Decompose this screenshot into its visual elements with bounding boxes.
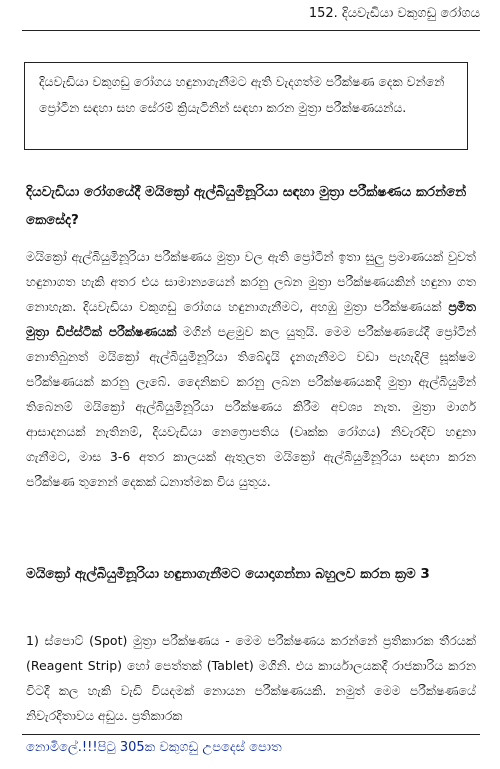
footer-divider — [22, 734, 480, 735]
emphasis-dipstick-test: ප්‍රමිත මුත්‍රා ඩිප්ස්ටික් පරීක්ෂණයක් — [26, 299, 476, 339]
paragraph-text: මයික්‍රෝ ඇල්බියුමිනූරියා පරීක්ෂණය මුත්‍රා වල ඇති ප්‍රෝටීන් ඉතා සුලු ප්‍රමාණයක් වුවත් හඳුනාගත හැකි අතර එය සාමාන්‍යයෙන් කරනු ලබන මුත්‍රා පරීක්ෂණයකින් හඳුනා ගත නොහැක. දියවැඩියා වකුගඩු රෝගය හඳුනාගැනීමට, අහඹු මුත්‍රා පරීක්ෂණයක් — [26, 249, 476, 314]
section-heading-how-to-test: දියවැඩියා රෝගයේදී මයික්‍රෝ ඇල්බියුමිනූරියා සඳහා මුත්‍රා පරීක්ෂණය කරන්නේ කෙසේද? — [26, 184, 467, 228]
paragraph-text-continued: මගින් පළමුව කල යුතුයි. මෙම පරීක්ෂණයේදී ප්‍රෝටීන් නොතිබුනත් මයික්‍රෝ ඇල්බියුමිනූරියා තිබේදැයි දැනගැනීමට වඩා පැහැදිලි සූක්ෂම පරීක්ෂණයක් කරනු ලැබේ. දෛනිකව කරනු ලබන පරීක්ෂණයකදී මුත්‍රා ඇල්බියුමින් තිබෙනම් මයික්‍රෝ ඇල්බියුමිනූරියා පරීක්ෂණය කිරීම අවශ්‍ය නැත. මුත්‍රා මාර්ග ආසාදනයක් නැතිනම්, දියවැඩියා නෙෆ්‍රොපතිය (වෘක්ක රෝගය) නිවැරදිව හඳුනා ගැනීමට, මාස 3-6 අතර කාලයක් ඇතුලත මයික්‍රෝ ඇල්බියුමිනූරියා සඳහා කරන පරීක්ෂණ තුනෙන් දෙකක් ධනාත්මක විය යුතුය. — [26, 324, 476, 489]
body-paragraph — [26, 244, 476, 494]
header-divider — [22, 30, 480, 31]
section-body-spot-test — [26, 628, 476, 728]
section-body-how-to-test — [26, 244, 476, 494]
callout-text: දියවැඩියා වකුගඩු රෝගය හඳුනාගැනීමට ඇති වැදගත්ම පරීක්ෂණ දෙක වන්නේ ප්‍රෝටීන සඳහා සහ සේරම් ක්‍රියැටිනින් සඳහා කරන මුත්‍රා පරීක්ෂණයන්ය. — [39, 74, 445, 115]
method-1-paragraph: 1) ස්පොට් (Spot) මුත්‍රා පරීක්ෂණය - මෙම පරීක්ෂණය කරන්නේ ප්‍රතිකාරක තීරයක් (Reagent Strip) හෝ පෙත්තක් (Tablet) මගිනි. එය කාර්යාලයකදී රාජකාරිය කරන විටදී කල හැකි වැඩි වියදමක් නොයන පරීක්ෂණයකි. නමුත් මෙම පරීක්ෂණයේ නිවැරදිතාවය අඩුය. ප්‍රතිකාරක — [26, 633, 476, 723]
footer-book-title: නොමිලේ.!!!පිටු 305ක වකුගඩු උපදෙස් පොත — [26, 740, 282, 755]
key-point-callout — [24, 62, 468, 150]
running-header: 152. දියවැඩියා වකුගඩු රෝගය — [308, 6, 480, 21]
section-heading-three-methods: මයික්‍රෝ ඇල්බියුමිනූරියා හඳුනාගැනීමට යොදාගන්නා බහුලව කරන ක්‍රම 3 — [26, 566, 430, 582]
